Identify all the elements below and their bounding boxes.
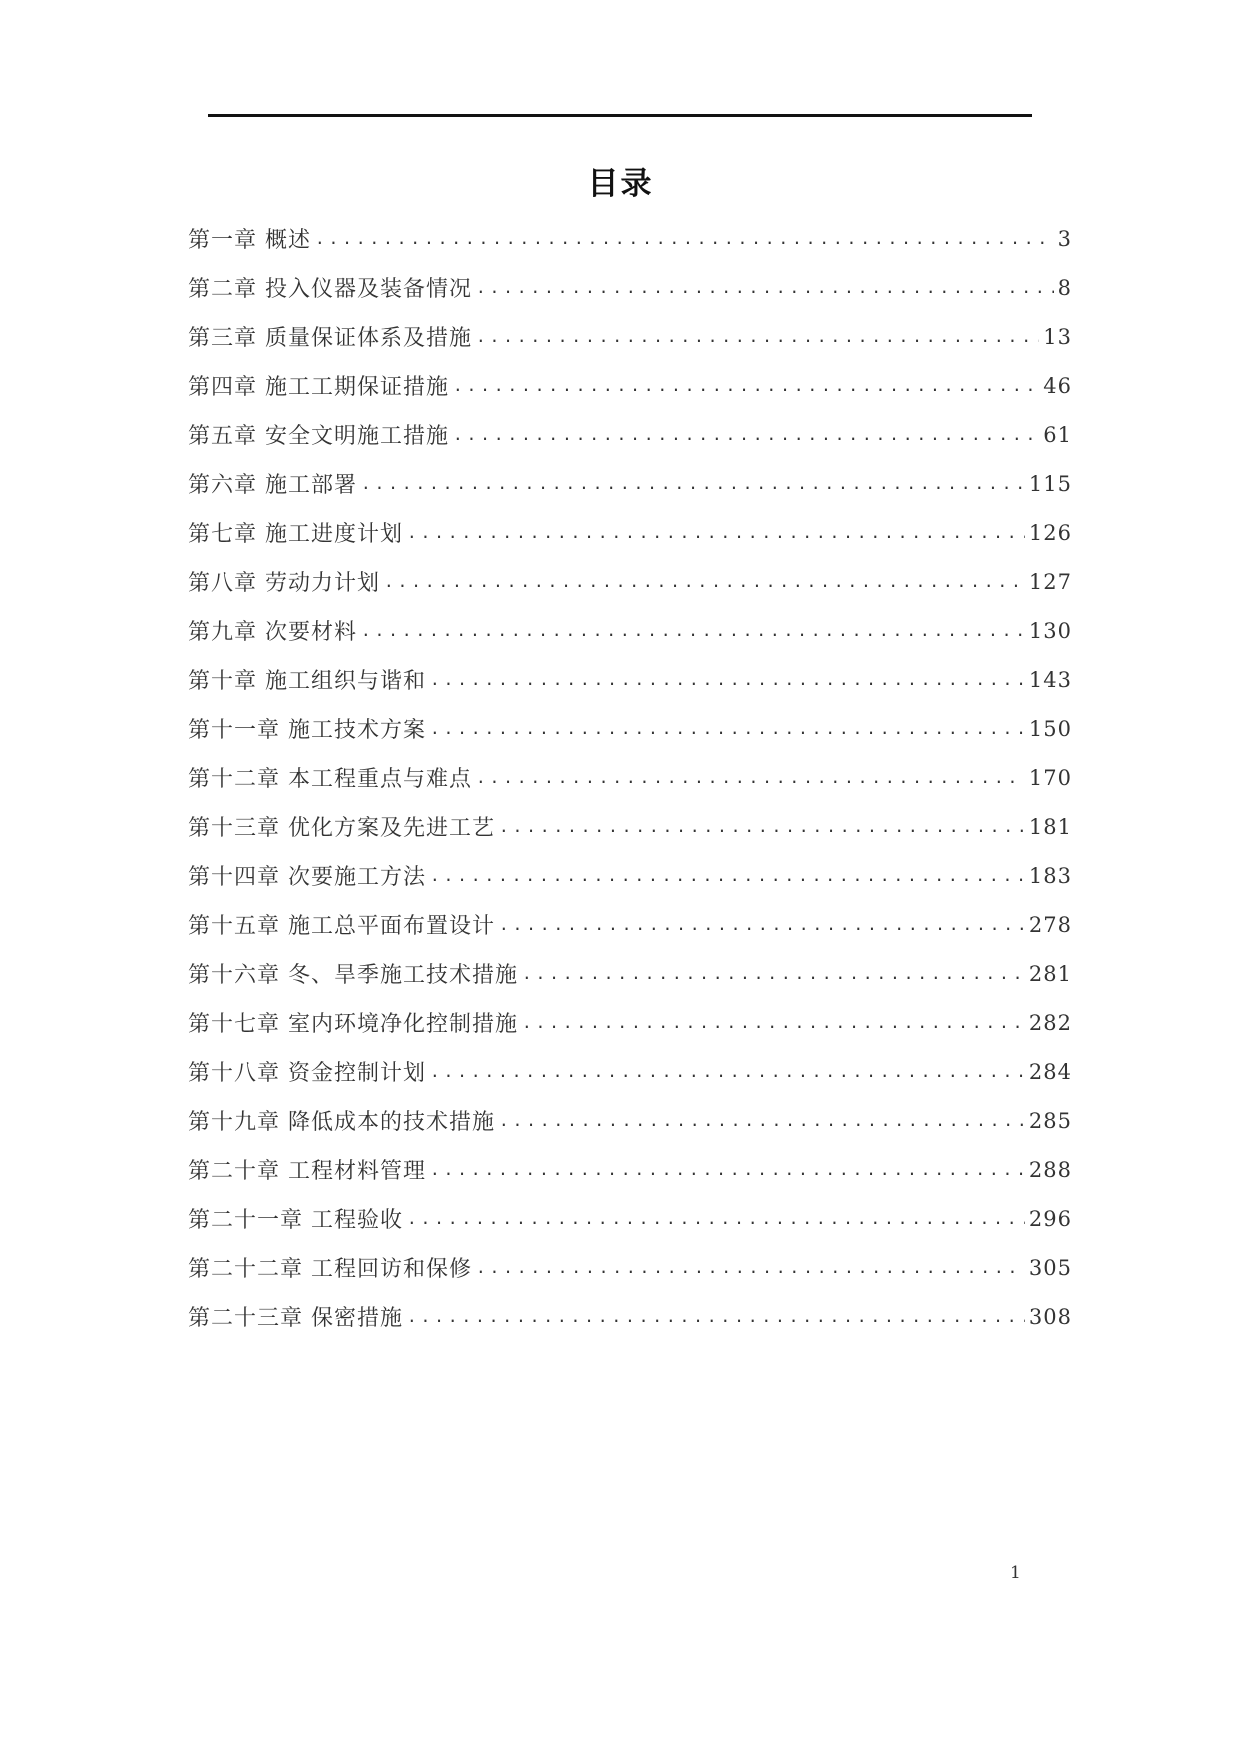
toc-entry[interactable] xyxy=(188,998,1072,1047)
toc-dot-leader xyxy=(476,278,1054,297)
toc-entry[interactable] xyxy=(188,459,1072,508)
toc-entry-label: 第十六章 冬、旱季施工技术措施 xyxy=(188,963,518,988)
toc-entry-page: 305 xyxy=(1028,1255,1072,1280)
toc-entry-label: 第七章 施工进度计划 xyxy=(188,522,403,547)
toc-entry[interactable] xyxy=(188,214,1072,263)
toc-entry-label: 第二十二章 工程回访和保修 xyxy=(188,1257,472,1282)
toc-entry-page: 8 xyxy=(1057,275,1072,300)
toc-dot-leader xyxy=(407,523,1025,542)
toc-entry-page: 181 xyxy=(1028,814,1072,839)
header-rule xyxy=(208,114,1032,117)
table-of-contents xyxy=(188,214,1072,1341)
toc-entry[interactable] xyxy=(188,557,1072,606)
toc-entry-page: 282 xyxy=(1028,1010,1072,1035)
toc-dot-leader xyxy=(522,964,1025,983)
toc-entry-page: 285 xyxy=(1028,1108,1072,1133)
toc-entry-page: 130 xyxy=(1028,618,1072,643)
toc-entry[interactable] xyxy=(188,361,1072,410)
toc-entry-page: 278 xyxy=(1028,912,1072,937)
toc-entry[interactable] xyxy=(188,851,1072,900)
toc-entry-label: 第十九章 降低成本的技术措施 xyxy=(188,1110,495,1135)
toc-title: 目录 xyxy=(587,166,654,202)
toc-entry-label: 第六章 施工部署 xyxy=(188,473,357,498)
toc-entry[interactable] xyxy=(188,1096,1072,1145)
toc-entry[interactable] xyxy=(188,1145,1072,1194)
toc-entry-page: 284 xyxy=(1028,1059,1072,1084)
toc-entry[interactable] xyxy=(188,1194,1072,1243)
page-number: 1 xyxy=(1010,1563,1021,1583)
toc-dot-leader xyxy=(476,1258,1025,1277)
toc-entry[interactable] xyxy=(188,312,1072,361)
toc-entry-page: 46 xyxy=(1043,373,1072,398)
toc-dot-leader xyxy=(430,670,1025,689)
toc-entry[interactable] xyxy=(188,704,1072,753)
toc-entry[interactable] xyxy=(188,753,1072,802)
toc-entry-label: 第一章 概述 xyxy=(188,228,311,253)
toc-entry-page: 61 xyxy=(1043,422,1072,447)
toc-dot-leader xyxy=(315,229,1054,248)
toc-dot-leader xyxy=(430,1160,1025,1179)
toc-entry-label: 第十五章 施工总平面布置设计 xyxy=(188,914,495,939)
toc-dot-leader xyxy=(361,474,1025,493)
toc-entry-label: 第二十一章 工程验收 xyxy=(188,1208,403,1233)
toc-dot-leader xyxy=(476,768,1025,787)
toc-entry[interactable] xyxy=(188,1243,1072,1292)
toc-dot-leader xyxy=(430,866,1025,885)
toc-dot-leader xyxy=(407,1209,1025,1228)
toc-dot-leader xyxy=(453,376,1039,395)
toc-dot-leader xyxy=(361,621,1025,640)
toc-dot-leader xyxy=(499,817,1025,836)
toc-entry-page: 183 xyxy=(1028,863,1072,888)
toc-entry[interactable] xyxy=(188,1047,1072,1096)
toc-entry[interactable] xyxy=(188,655,1072,704)
toc-entry-label: 第三章 质量保证体系及措施 xyxy=(188,326,472,351)
toc-entry-label: 第四章 施工工期保证措施 xyxy=(188,375,449,400)
toc-dot-leader xyxy=(407,1307,1025,1326)
toc-entry-page: 115 xyxy=(1028,471,1072,496)
toc-entry-page: 127 xyxy=(1028,569,1072,594)
toc-entry-label: 第十八章 资金控制计划 xyxy=(188,1061,426,1086)
toc-entry[interactable] xyxy=(188,606,1072,655)
toc-dot-leader xyxy=(430,1062,1025,1081)
toc-entry[interactable] xyxy=(188,410,1072,459)
toc-entry-page: 296 xyxy=(1028,1206,1072,1231)
toc-entry-label: 第八章 劳动力计划 xyxy=(188,571,380,596)
toc-dot-leader xyxy=(522,1013,1025,1032)
toc-entry[interactable] xyxy=(188,263,1072,312)
toc-entry-page: 281 xyxy=(1028,961,1072,986)
toc-entry-label: 第五章 安全文明施工措施 xyxy=(188,424,449,449)
toc-entry-label: 第十一章 施工技术方案 xyxy=(188,718,426,743)
toc-entry-page: 308 xyxy=(1028,1304,1072,1329)
toc-entry-page: 170 xyxy=(1028,765,1072,790)
toc-entry-label: 第二十章 工程材料管理 xyxy=(188,1159,426,1184)
toc-entry-label: 第二章 投入仪器及装备情况 xyxy=(188,277,472,302)
toc-entry-page: 143 xyxy=(1028,667,1072,692)
toc-entry-label: 第九章 次要材料 xyxy=(188,620,357,645)
toc-entry-label: 第十章 施工组织与谐和 xyxy=(188,669,426,694)
toc-dot-leader xyxy=(476,327,1039,346)
toc-entry-page: 288 xyxy=(1028,1157,1072,1182)
toc-entry[interactable] xyxy=(188,508,1072,557)
toc-entry-page: 13 xyxy=(1043,324,1072,349)
toc-dot-leader xyxy=(430,719,1025,738)
toc-dot-leader xyxy=(499,915,1025,934)
toc-entry[interactable] xyxy=(188,949,1072,998)
toc-entry-label: 第十七章 室内环境净化控制措施 xyxy=(188,1012,518,1037)
toc-entry[interactable] xyxy=(188,802,1072,851)
toc-entry-page: 126 xyxy=(1028,520,1072,545)
toc-dot-leader xyxy=(384,572,1025,591)
toc-entry-page: 3 xyxy=(1057,226,1072,251)
toc-entry[interactable] xyxy=(188,900,1072,949)
toc-entry-label: 第十二章 本工程重点与难点 xyxy=(188,767,472,792)
toc-entry-label: 第十三章 优化方案及先进工艺 xyxy=(188,816,495,841)
toc-entry-label: 第十四章 次要施工方法 xyxy=(188,865,426,890)
toc-entry[interactable] xyxy=(188,1292,1072,1341)
toc-dot-leader xyxy=(453,425,1039,444)
toc-dot-leader xyxy=(499,1111,1025,1130)
toc-entry-page: 150 xyxy=(1028,716,1072,741)
toc-entry-label: 第二十三章 保密措施 xyxy=(188,1306,403,1331)
